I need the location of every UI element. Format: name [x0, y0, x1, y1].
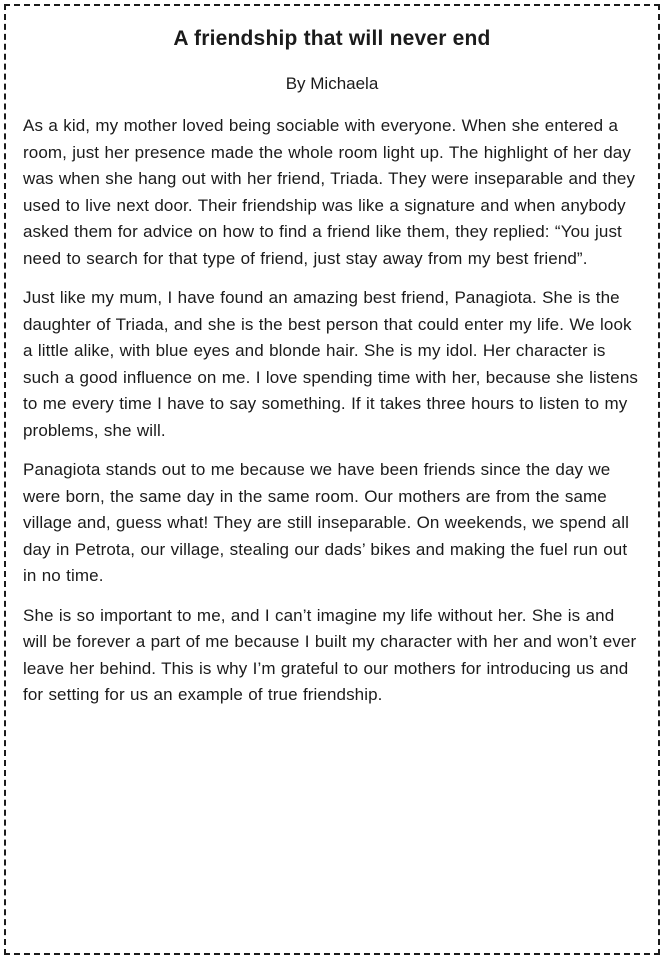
document-title: A friendship that will never end [173, 27, 491, 50]
paragraph-3: Panagiota stands out to me because we have been friends since the day we were born, the same day in the same room. Our mothers are from the same village and, guess what! They are still inseparable. On weekends, we spend all day in Petrota, our village, stealing our dads’ bikes and making the fuel run out in no time. [23, 460, 629, 585]
paragraph-1: As a kid, my mother loved being sociable with everyone. When she entered a room, just her presence made the whole room light up. The highlight of her day was when she hang out with her friend, Triada. They were inseparable and they used to live next door. Their friendship was like a signature and when anybody asked them for advice on how to find a friend like them, they replied: “You just need to search for that type of friend, just stay away from my best friend”. [23, 116, 636, 268]
byline: By Michaela [285, 74, 379, 93]
document-page [4, 4, 660, 955]
document-body [18, 113, 646, 709]
paragraph-2: Just like my mum, I have found an amazing best friend, Panagiota. She is the daughter of Triada, and she is the best person that could enter my life. We look a little alike, with blue eyes and blonde hair. She is my idol. Her character is such a good influence on me. I love spending time with her, because she listens to me every time I have to say something. If it takes three hours to listen to my problems, she will. [23, 288, 638, 440]
paragraph-4: She is so important to me, and I can’t imagine my life without her. She is and will be forever a part of me because I built my character with her and won’t ever leave her behind. This is why I’m grateful to our mothers for introducing us and for setting for us an example of true friendship. [23, 605, 637, 704]
